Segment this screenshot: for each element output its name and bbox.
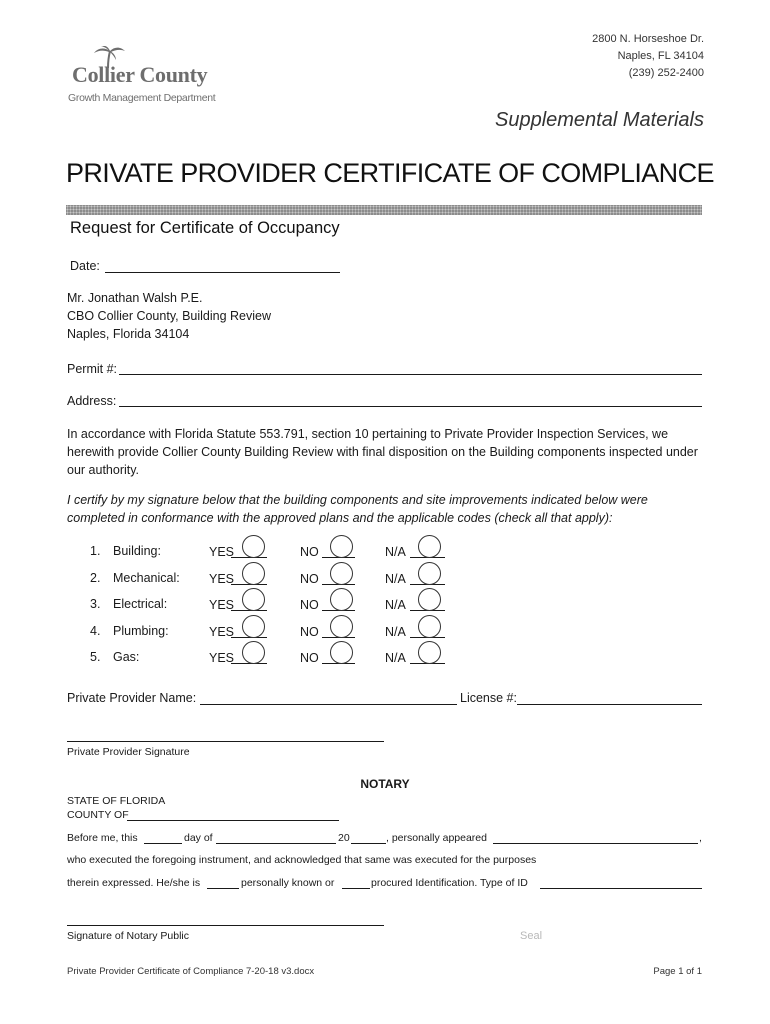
therein-label: therein expressed. He/she is: [67, 877, 201, 889]
radio-circle-icon[interactable]: [242, 615, 265, 638]
notary-heading: NOTARY: [360, 777, 410, 791]
electrical-no-option[interactable]: [300, 588, 358, 614]
na-label: N/A: [385, 571, 406, 586]
date-field[interactable]: [105, 272, 340, 273]
component-label-plumbing: Plumbing:: [113, 623, 169, 638]
personally-known-field[interactable]: [207, 888, 239, 889]
building-na-option[interactable]: [385, 535, 443, 561]
no-label: NO: [300, 571, 319, 586]
notary-signature-line[interactable]: [67, 925, 384, 926]
address-field[interactable]: [119, 406, 702, 407]
radio-circle-icon[interactable]: [418, 641, 441, 664]
mechanical-na-option[interactable]: [385, 562, 443, 588]
component-label-gas: Gas:: [113, 650, 140, 664]
title-divider-bar: [66, 205, 702, 215]
notary-day-field[interactable]: [144, 843, 182, 844]
logo-subtitle: Growth Management Department: [68, 92, 216, 104]
mechanical-no-option[interactable]: [300, 562, 358, 588]
year-prefix-label: 20: [338, 832, 350, 844]
address-label: Address:: [67, 394, 117, 408]
form-title: PRIVATE PROVIDER CERTIFICATE OF COMPLIANCE: [66, 158, 714, 188]
notary-month-field[interactable]: [216, 843, 336, 844]
component-number: 2.: [90, 570, 101, 585]
phone-number: (239) 252-2400: [628, 67, 704, 79]
radio-circle-icon[interactable]: [330, 562, 353, 585]
license-field[interactable]: [517, 704, 702, 705]
mechanical-yes-option[interactable]: [209, 562, 267, 588]
personally-known-label: personally known or: [241, 877, 335, 889]
radio-circle-icon[interactable]: [418, 535, 441, 558]
na-label: N/A: [385, 624, 406, 639]
before-me-label: Before me, this: [67, 832, 138, 844]
component-label-building: Building:: [113, 544, 161, 558]
radio-circle-icon[interactable]: [418, 562, 441, 585]
provider-signature-label: Private Provider Signature: [67, 746, 190, 758]
day-of-label: day of: [184, 832, 213, 844]
radio-circle-icon[interactable]: [242, 562, 265, 585]
radio-circle-icon[interactable]: [242, 641, 265, 664]
gas-na-option[interactable]: [385, 641, 443, 667]
executed-statement: who executed the foregoing instrument, and acknowledged that same was executed for the purposes: [67, 854, 537, 866]
no-label: NO: [300, 624, 319, 639]
component-number: 5.: [90, 650, 101, 664]
radio-circle-icon[interactable]: [418, 615, 441, 638]
permit-label: Permit #:: [67, 362, 118, 376]
certification-paragraph: I certify by my signature below that the building components and site improvements indicated below were completed in conformance with the approved plans and the applicable codes (check all that apply):: [67, 493, 648, 525]
yes-label: YES: [209, 571, 235, 586]
address-line-2: Naples, FL 34104: [617, 50, 704, 62]
no-label: NO: [300, 651, 319, 665]
provider-name-label: Private Provider Name:: [67, 691, 197, 705]
provider-signature-line[interactable]: [67, 741, 384, 742]
date-label: Date:: [70, 259, 100, 273]
building-no-option[interactable]: [300, 535, 358, 561]
radio-circle-icon[interactable]: [418, 588, 441, 611]
radio-circle-icon[interactable]: [330, 535, 353, 558]
collier-county-logo: [62, 46, 232, 112]
notary-county-label: COUNTY OF: [67, 809, 129, 821]
form-subtitle: Request for Certificate of Occupancy: [70, 219, 340, 237]
component-number: 4.: [90, 623, 101, 638]
component-number: 1.: [90, 544, 101, 558]
permit-field[interactable]: [119, 374, 702, 375]
yes-label: YES: [209, 651, 235, 665]
na-label: N/A: [385, 598, 406, 612]
notary-year-field[interactable]: [351, 843, 386, 844]
plumbing-no-option[interactable]: [300, 615, 358, 641]
radio-circle-icon[interactable]: [242, 588, 265, 611]
no-label: NO: [300, 545, 319, 559]
notary-state: STATE OF FLORIDA: [67, 795, 166, 807]
procured-id-field[interactable]: [342, 888, 370, 889]
id-type-field[interactable]: [540, 888, 702, 889]
notary-county-field[interactable]: [127, 820, 339, 821]
trailing-comma: ,: [699, 832, 702, 844]
footer-page-number: Page 1 of 1: [653, 966, 702, 977]
personally-appeared-label: , personally appeared: [386, 832, 487, 844]
component-label-mechanical: Mechanical:: [113, 570, 180, 585]
yes-label: YES: [209, 598, 235, 612]
component-number: 3.: [90, 597, 101, 611]
appeared-name-field[interactable]: [493, 843, 698, 844]
office-address: [592, 31, 704, 82]
gas-no-option[interactable]: [300, 641, 358, 667]
gas-yes-option[interactable]: [209, 641, 267, 667]
radio-circle-icon[interactable]: [330, 641, 353, 664]
seal-placeholder: Seal: [520, 930, 543, 942]
logo-title: Collier County: [72, 62, 208, 87]
recipient-name: Mr. Jonathan Walsh P.E.: [67, 291, 203, 305]
no-label: NO: [300, 598, 319, 612]
license-label: License #:: [460, 691, 517, 705]
procured-id-label: procured Identification. Type of ID: [371, 877, 528, 889]
provider-name-field[interactable]: [200, 704, 457, 705]
footer-filename: Private Provider Certificate of Compliance 7-20-18 v3.docx: [67, 966, 315, 977]
plumbing-yes-option[interactable]: [209, 615, 267, 641]
radio-circle-icon[interactable]: [330, 615, 353, 638]
recipient-city: Naples, Florida 34104: [67, 327, 190, 341]
electrical-yes-option[interactable]: [209, 588, 267, 614]
yes-label: YES: [209, 624, 235, 639]
building-yes-option[interactable]: [209, 535, 267, 561]
plumbing-na-option[interactable]: [385, 615, 443, 641]
yes-label: YES: [209, 545, 235, 559]
statement-paragraph: In accordance with Florida Statute 553.791, section 10 pertaining to Private Provider Inspection Services, we herewith provide Collier County Building Review with final disposition on the Building components inspected under our authority.: [67, 427, 698, 477]
address-line-1: 2800 N. Horseshoe Dr.: [592, 33, 704, 45]
na-label: N/A: [385, 651, 406, 665]
component-label-electrical: Electrical:: [113, 597, 168, 611]
radio-circle-icon[interactable]: [330, 588, 353, 611]
na-label: N/A: [385, 545, 406, 559]
electrical-na-option[interactable]: [385, 588, 443, 614]
supplemental-materials-label: Supplemental Materials: [495, 109, 704, 131]
notary-signature-label: Signature of Notary Public: [67, 930, 189, 942]
recipient-office: CBO Collier County, Building Review: [67, 309, 272, 323]
radio-circle-icon[interactable]: [242, 535, 265, 558]
